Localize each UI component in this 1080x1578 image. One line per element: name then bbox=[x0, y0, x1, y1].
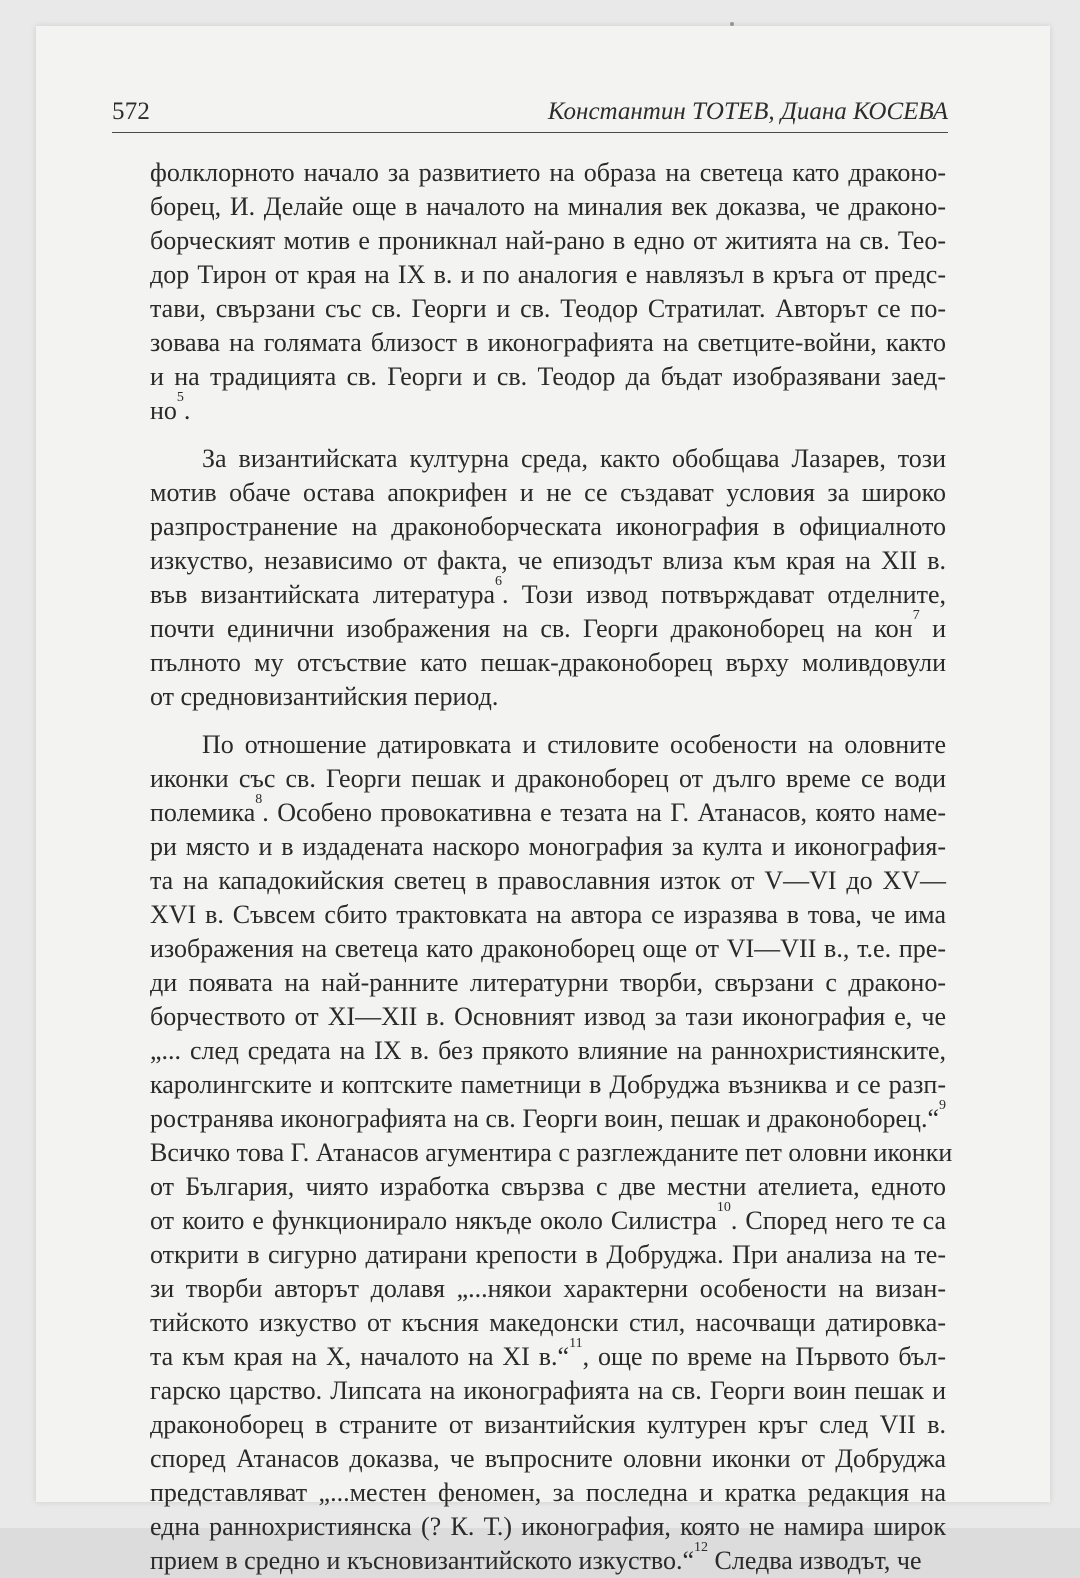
line-text: прием в средно и късновизантийското изкуство.“ bbox=[150, 1546, 695, 1575]
text-line bbox=[150, 1442, 946, 1476]
footnote-marker[interactable]: 12 bbox=[694, 1540, 709, 1556]
page-number: 572 bbox=[112, 98, 151, 125]
line-text: дор Тирон от края на IX в. и по аналогия е навлязъл в кръга от предс- bbox=[150, 260, 946, 289]
line-text: гарско царство. Липсата на иконографията на св. Георги воин пешак и bbox=[150, 1376, 946, 1405]
line-text: XVI в. Съвсем сбито трактовката на автора се изразява в това, че има bbox=[150, 900, 946, 929]
footnote-marker[interactable]: 8 bbox=[255, 792, 263, 808]
text-line bbox=[150, 1034, 946, 1068]
line-text: каролингските и коптските паметници в Добруджа възниква и се разп- bbox=[150, 1070, 946, 1099]
line-text: открити в сигурно датирани крепости в Добруджа. При анализа на те- bbox=[150, 1240, 946, 1269]
text-line bbox=[150, 1098, 946, 1136]
text-line bbox=[150, 1238, 946, 1272]
line-text: борец, И. Делайе още в началото на миналия век доказва, че драконо- bbox=[150, 192, 946, 221]
line-text: мотив обаче остава апокрифен и не се създават условия за широко bbox=[150, 478, 946, 507]
text-line bbox=[150, 680, 946, 714]
text-line bbox=[150, 224, 946, 258]
line-text: изображения на светеца като драконоборец още от VI—VII в., т.е. пре- bbox=[150, 934, 946, 963]
line-text-tail: . Този извод потвърждават отделните, bbox=[502, 580, 946, 609]
footnote-marker[interactable]: 10 bbox=[716, 1200, 731, 1216]
paragraph-gap bbox=[150, 714, 946, 728]
line-text-tail: . Особено провокативна е тезата на Г. Атанасов, която наме- bbox=[262, 798, 946, 827]
page-header bbox=[112, 98, 948, 133]
text-line bbox=[150, 1510, 946, 1544]
line-text: борчеството от XI—XII в. Основният извод за тази иконография е, че bbox=[150, 1002, 946, 1031]
footnote-marker[interactable]: 7 bbox=[912, 608, 920, 624]
line-text-tail: Следва изводът, че bbox=[708, 1546, 922, 1575]
body-text bbox=[150, 156, 953, 1578]
line-text-tail: и bbox=[919, 614, 946, 643]
text-line bbox=[150, 1136, 953, 1170]
line-text: според Атанасов доказва, че въпросните оловни иконки от Добруджа bbox=[150, 1444, 946, 1473]
text-line bbox=[150, 762, 946, 796]
text-line bbox=[150, 864, 946, 898]
text-line bbox=[150, 966, 946, 1000]
text-line bbox=[150, 1540, 946, 1578]
text-line bbox=[150, 1408, 946, 1442]
line-text: ди появата на най-ранните литературни творби, свързани с драконо- bbox=[150, 968, 946, 997]
footnote-marker[interactable]: 6 bbox=[495, 574, 503, 590]
line-text: от които е функционирало някъде около Силистра bbox=[150, 1206, 717, 1235]
text-line bbox=[150, 1306, 946, 1340]
text-line bbox=[150, 544, 946, 578]
line-text: „... след средата на IX в. без прякото влияние на раннохристиянските, bbox=[150, 1036, 946, 1065]
footnote-marker[interactable]: 11 bbox=[569, 1336, 583, 1352]
text-line bbox=[150, 390, 946, 428]
text-line bbox=[150, 608, 946, 646]
line-text: фолклорното начало за развитието на образа на светеца като драконо- bbox=[150, 158, 946, 187]
line-text-tail: . Според него те са bbox=[730, 1206, 947, 1235]
line-text: една раннохристиянска (? К. Т.) иконография, която не намира широк bbox=[150, 1512, 946, 1541]
line-text: полемика bbox=[150, 798, 256, 827]
line-text: Всичко това Г. Атанасов агументира с разглежданите пет оловни иконки bbox=[150, 1138, 953, 1167]
line-text: та към края на X, началото на XI в.“ bbox=[150, 1342, 570, 1371]
text-line bbox=[150, 792, 946, 830]
line-text: почти единични изображения на св. Георги драконоборец на кон bbox=[150, 614, 913, 643]
line-text: зовава на голямата близост в иконографията на светците-войни, както bbox=[150, 328, 946, 357]
text-line bbox=[150, 510, 946, 544]
text-line bbox=[150, 258, 946, 292]
line-text: та на кападокийския светец в православния изток от V—VI до XV— bbox=[150, 866, 946, 895]
text-line bbox=[150, 574, 946, 612]
line-text: борческият мотив е проникнал най-рано в едно от житията на св. Тео- bbox=[150, 226, 946, 255]
line-text: от средновизантийския период. bbox=[150, 682, 499, 711]
line-text: тави, свързани със св. Георги и св. Теодор Стратилат. Авторът се по- bbox=[150, 294, 946, 323]
line-text-tail: , още по време на Първото бъл- bbox=[582, 1342, 946, 1371]
text-line bbox=[150, 1374, 946, 1408]
text-line bbox=[150, 728, 946, 762]
footnote-marker[interactable]: 9 bbox=[939, 1098, 946, 1114]
line-text: тийското изкуство от късния македонски стил, насочващи датировка- bbox=[150, 1308, 946, 1337]
text-line bbox=[150, 1336, 946, 1374]
line-text: По отношение датировката и стиловите особености на оловните bbox=[202, 730, 946, 759]
running-head-authors: Константин ТОТЕВ, Диана КОСЕВА bbox=[547, 98, 948, 125]
line-text: представляват „...местен феномен, за последна и кратка редакция на bbox=[150, 1478, 946, 1507]
text-line bbox=[150, 156, 946, 190]
paragraph-gap bbox=[150, 428, 946, 442]
line-text: и на традицията св. Георги и св. Теодор да бъдат изобразявани заед- bbox=[150, 362, 946, 391]
text-line bbox=[150, 898, 946, 932]
text-line bbox=[150, 1476, 946, 1510]
line-text: изкуство, независимо от факта, че епизодът влиза към края на XII в. bbox=[150, 546, 946, 575]
line-text: За византийската културна среда, както обобщава Лазарев, този bbox=[202, 444, 946, 473]
text-line bbox=[150, 1272, 946, 1306]
text-line bbox=[150, 1000, 946, 1034]
text-line bbox=[150, 292, 946, 326]
footnote-marker[interactable]: 5 bbox=[176, 390, 184, 406]
text-line bbox=[150, 360, 946, 394]
text-line bbox=[150, 326, 946, 360]
line-text: от България, чиято изработка свързва с две местни ателиета, едното bbox=[150, 1172, 946, 1201]
line-text: във византийската литература bbox=[150, 580, 496, 609]
text-line bbox=[150, 646, 946, 680]
line-text: разпространение на драконоборческата иконография в официалното bbox=[150, 512, 946, 541]
line-text: зи творби авторът долавя „...някои характерни особености на визан- bbox=[150, 1274, 946, 1303]
line-text: иконки със св. Георги пешак и драконоборец от дълго време се води bbox=[150, 764, 946, 793]
text-line bbox=[150, 442, 946, 476]
text-line bbox=[150, 1170, 946, 1204]
text-line bbox=[150, 932, 946, 966]
line-text: пълното му отсъствие като пешак-драконоборец върху моливдовули bbox=[150, 648, 946, 677]
text-line bbox=[150, 1068, 946, 1102]
line-text: ространява иконографията на св. Георги воин, пешак и драконоборец.“ bbox=[150, 1104, 939, 1133]
line-text: драконоборец в страните от византийския културен кръг след VII в. bbox=[150, 1410, 946, 1439]
line-text: ри място и в издадената наскоро монография за култа и иконография- bbox=[150, 832, 946, 861]
text-line bbox=[150, 1200, 947, 1238]
line-text-tail: . bbox=[183, 396, 191, 425]
text-line bbox=[150, 830, 946, 864]
text-line bbox=[150, 190, 946, 224]
line-text: но bbox=[150, 396, 177, 425]
text-line bbox=[150, 476, 946, 510]
